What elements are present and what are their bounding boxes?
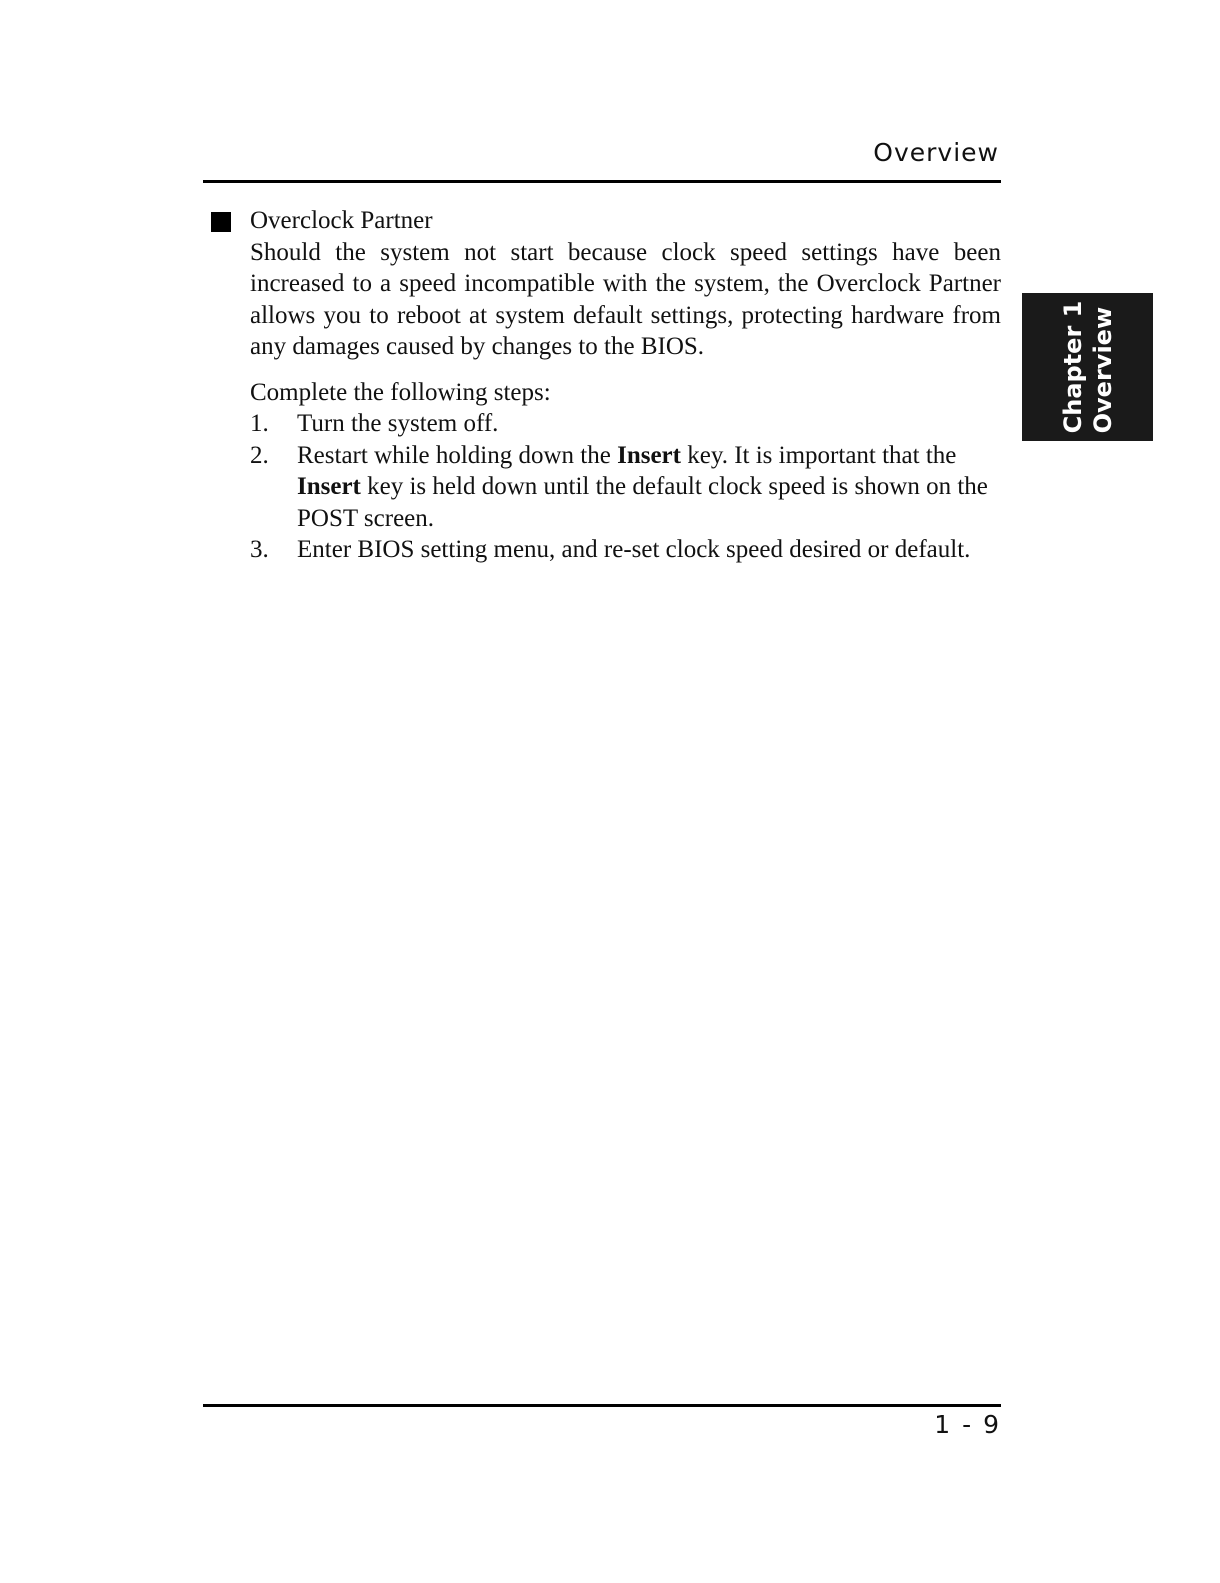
list-item [250, 440, 1001, 535]
step-number: 3. [250, 536, 269, 563]
step-number: 2. [250, 441, 269, 469]
section-heading [211, 205, 1001, 237]
step-text: Turn the system off. [297, 410, 499, 437]
list-item [250, 408, 1001, 440]
step-text-part: key is held down until the default clock speed is shown on the POST screen. [297, 473, 988, 532]
step-text: Enter BIOS setting menu, and re-set clock speed desired or default. [297, 536, 971, 563]
step-text-part: Restart while holding down the [297, 441, 618, 469]
step-text-part: key. It is important that the [680, 441, 957, 469]
insert-key-label: Insert [297, 473, 361, 500]
side-tab-section-label: Overview [1088, 306, 1117, 434]
running-header-title: Overview [873, 138, 999, 167]
section-paragraph: Should the system not start because clock speed settings have been increased to a speed incompatible with the system, the Overclock Partner allows you to reboot at system default settings, protecting hardware from any damages caused by changes to the BIOS. [250, 238, 1001, 360]
section-heading-text: Overclock Partner [250, 207, 433, 234]
square-bullet-icon [211, 212, 231, 232]
step-number: 1. [250, 410, 269, 437]
steps-intro: Complete the following steps: [250, 378, 551, 406]
chapter-side-tab-text [1058, 301, 1118, 434]
steps-list [250, 408, 1001, 566]
insert-key-label: Insert [617, 441, 681, 469]
chapter-side-tab [1022, 293, 1153, 441]
side-tab-chapter-label: Chapter 1 [1058, 300, 1087, 434]
header-rule [203, 180, 1001, 183]
footer-rule [203, 1404, 1001, 1407]
page-number: 1 - 9 [934, 1410, 1001, 1439]
page-content [211, 205, 1001, 566]
list-item [250, 534, 1001, 566]
